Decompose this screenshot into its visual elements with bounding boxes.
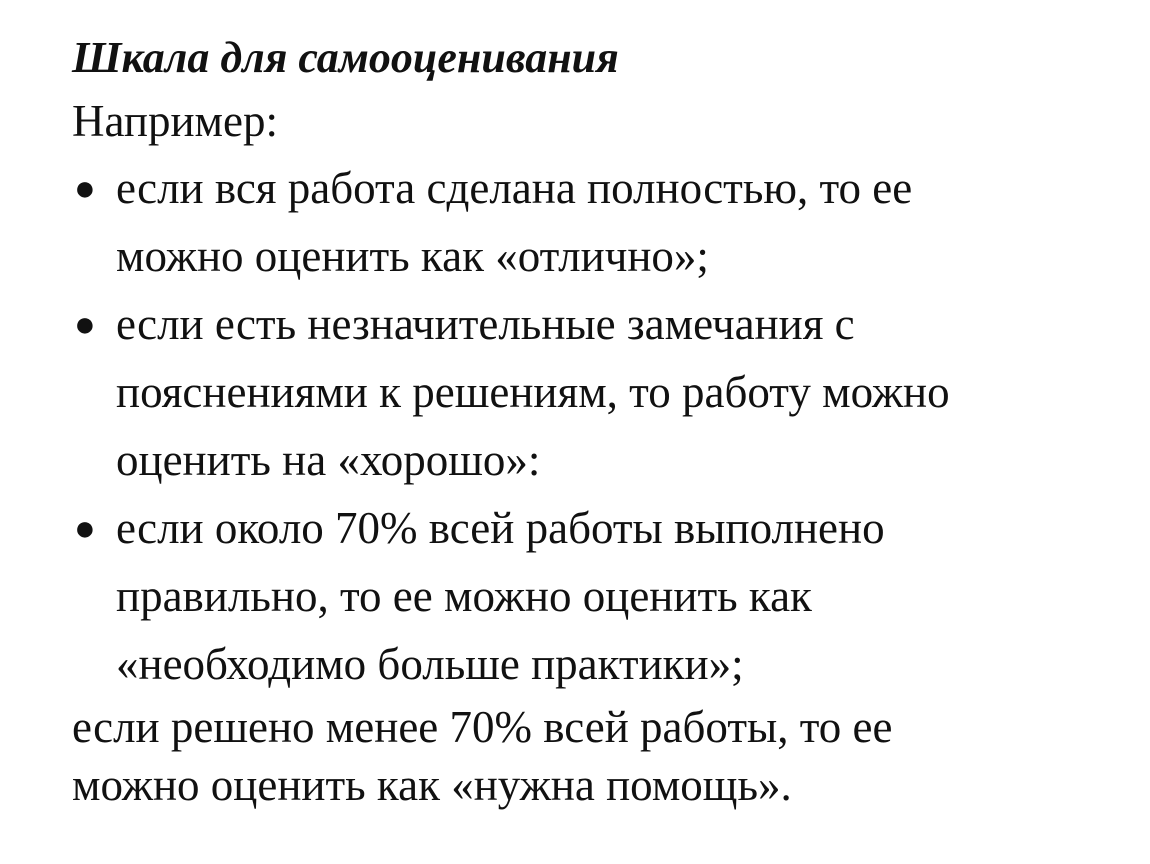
intro-text: Например: [72, 96, 278, 146]
document-title: Шкала для самооценивания [72, 33, 619, 82]
list-item-line: правильно, то ее можно оценить как [116, 571, 812, 621]
list-item [72, 494, 1132, 698]
bullet-icon: ● [74, 168, 96, 208]
list-item-line: «необходимо больше практики»; [116, 639, 744, 689]
list-item-line: если вся работа сделана полностью, то ее [116, 163, 913, 213]
list-item [72, 290, 1132, 494]
final-paragraph [72, 698, 1132, 814]
bullet-icon: ● [74, 508, 96, 548]
list-item-line: пояснениями к решениям, то работу можно [116, 367, 950, 417]
grading-list [72, 154, 1132, 698]
bullet-icon: ● [74, 304, 96, 344]
list-item [72, 154, 1132, 290]
list-item-line: можно оценить как «отлично»; [116, 231, 709, 281]
document-body [72, 28, 1132, 814]
list-item-line: оценить на «хорошо»: [116, 435, 541, 485]
final-line: можно оценить как «нужна помощь». [72, 760, 792, 810]
list-item-line: если есть незначительные замечания с [116, 299, 855, 349]
final-line: если решено менее 70% всей работы, то ее [72, 702, 893, 752]
list-item-line: если около 70% всей работы выполнено [116, 503, 885, 553]
